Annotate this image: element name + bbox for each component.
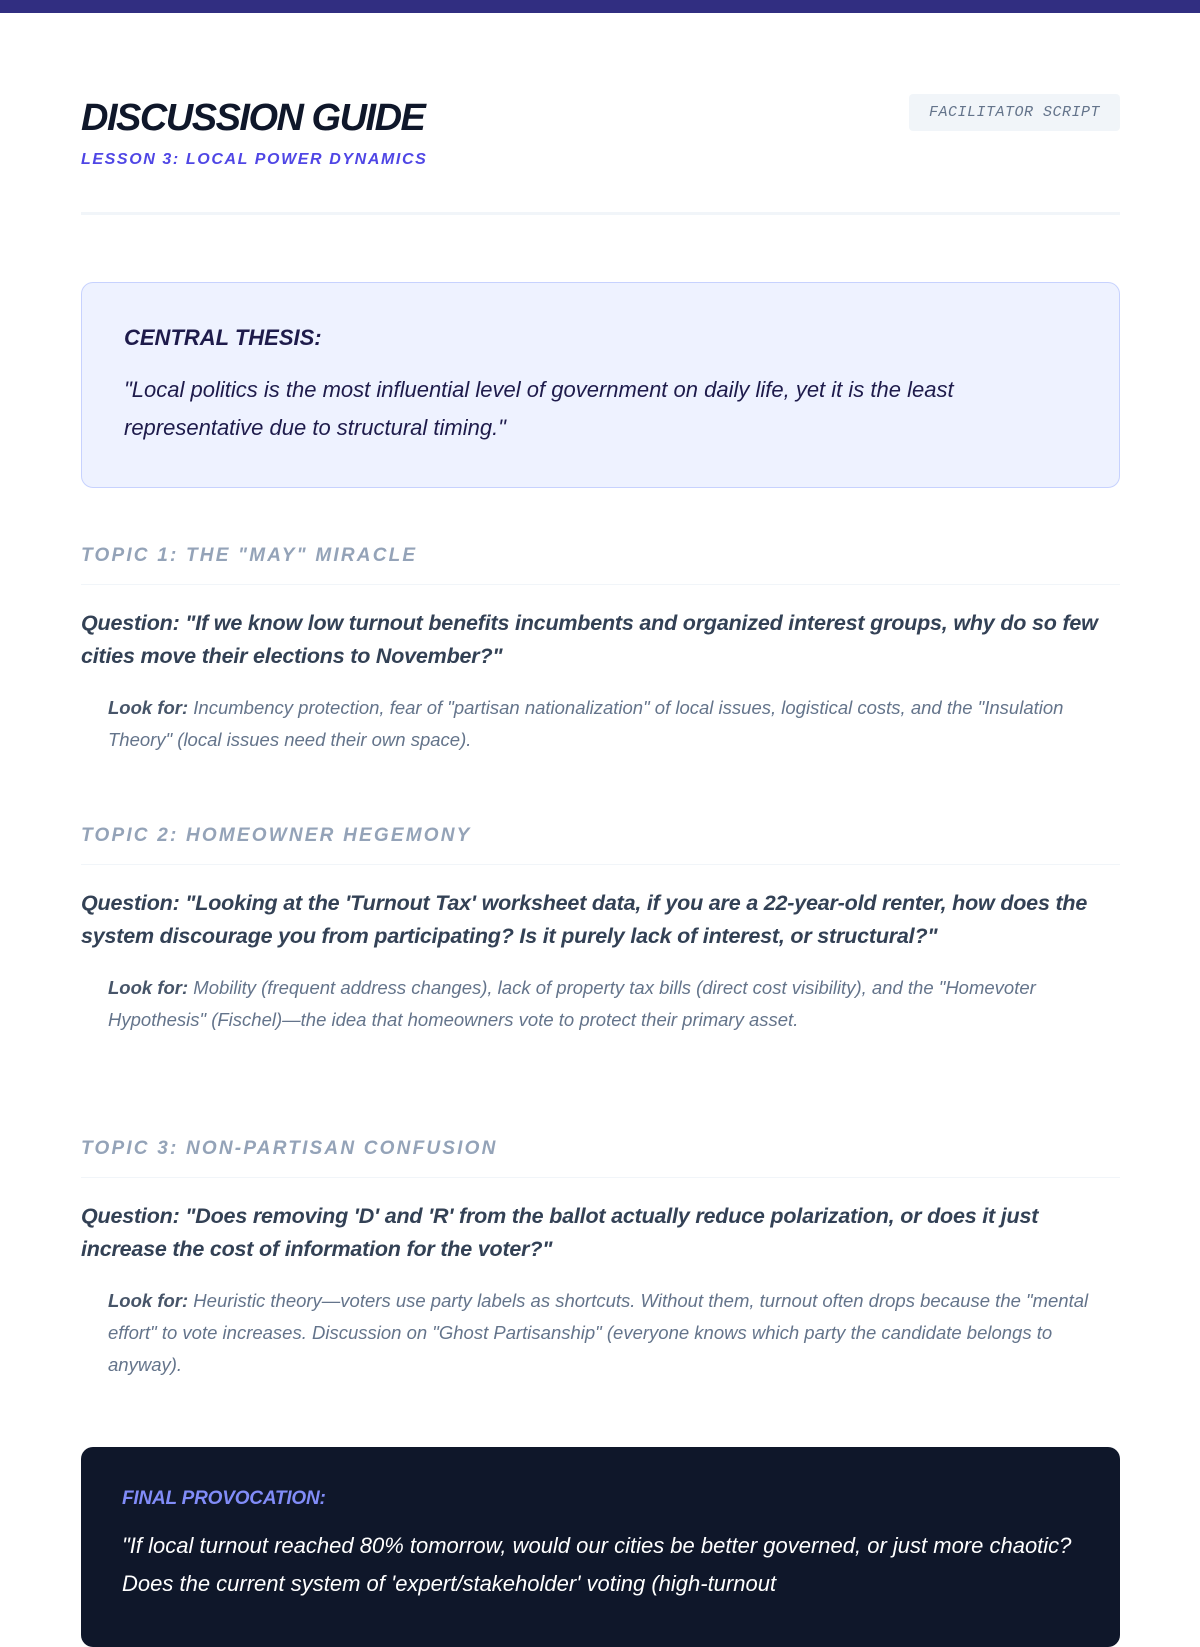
- final-provocation-label: FINAL PROVOCATION:: [122, 1488, 326, 1509]
- look-for-note: [108, 972, 1120, 1036]
- discussion-guide-page: [81, 0, 1120, 1596]
- topic-heading: TOPIC 3: NON-PARTISAN CONFUSION: [81, 1137, 1120, 1178]
- topic-question: Question: "If we know low turnout benefits incumbents and organized interest groups, why do so few cities move their elections to November?": [81, 611, 1098, 668]
- page-title: DISCUSSION GUIDE: [81, 97, 425, 139]
- look-for-text: Mobility (frequent address changes), lack of property tax bills (direct cost visibility), and the "Homevoter Hypothesis" (Fischel)—the idea that homeowners vote to protect their primary asset.: [108, 977, 1036, 1030]
- page-subtitle: LESSON 3: LOCAL POWER DYNAMICS: [81, 151, 428, 168]
- look-for-text: Heuristic theory—voters use party labels as shortcuts. Without them, turnout often drops because the "mental effort" to vote increases. Discussion on "Ghost Partisanship" (everyone knows which party the candidate belongs to anyway).: [108, 1290, 1089, 1375]
- topic-heading: TOPIC 1: THE "MAY" MIRACLE: [81, 544, 1120, 585]
- look-for-label: Look for:: [108, 977, 189, 998]
- central-thesis-box: [81, 282, 1120, 488]
- thesis-label: CENTRAL THESIS:: [124, 325, 322, 350]
- facilitator-badge: FACILITATOR SCRIPT: [909, 94, 1120, 131]
- topic-question: Question: "Does removing 'D' and 'R' from the ballot actually reduce polarization, or does it just increase the cost of information for the voter?": [81, 1204, 1039, 1261]
- look-for-note: [108, 1285, 1120, 1381]
- final-provocation-quote: "If local turnout reached 80% tomorrow, would our cities be better governed, or just more chaotic? Does the current system of 'expert/stakeholder' voting (high-turnout: [122, 1533, 1072, 1596]
- look-for-label: Look for:: [108, 1290, 189, 1311]
- look-for-text: Incumbency protection, fear of "partisan nationalization" of local issues, logistical costs, and the "Insulation Theory" (local issues need their own space).: [108, 697, 1064, 750]
- topic-section-2: [81, 824, 1120, 1036]
- topic-heading: TOPIC 2: HOMEOWNER HEGEMONY: [81, 824, 1120, 865]
- look-for-label: Look for:: [108, 697, 189, 718]
- thesis-quote: "Local politics is the most influential level of government on daily life, yet it is the least representative due to structural timing.": [124, 377, 954, 440]
- topic-section-1: [81, 544, 1120, 756]
- topic-section-3: [81, 1137, 1120, 1381]
- look-for-note: [108, 692, 1120, 756]
- final-provocation-box: [81, 1447, 1120, 1647]
- topic-question: Question: "Looking at the 'Turnout Tax' worksheet data, if you are a 22-year-old renter, how does the system discourage you from participating? Is it purely lack of interest, or structural?": [81, 891, 1088, 948]
- page-header: [81, 0, 1120, 215]
